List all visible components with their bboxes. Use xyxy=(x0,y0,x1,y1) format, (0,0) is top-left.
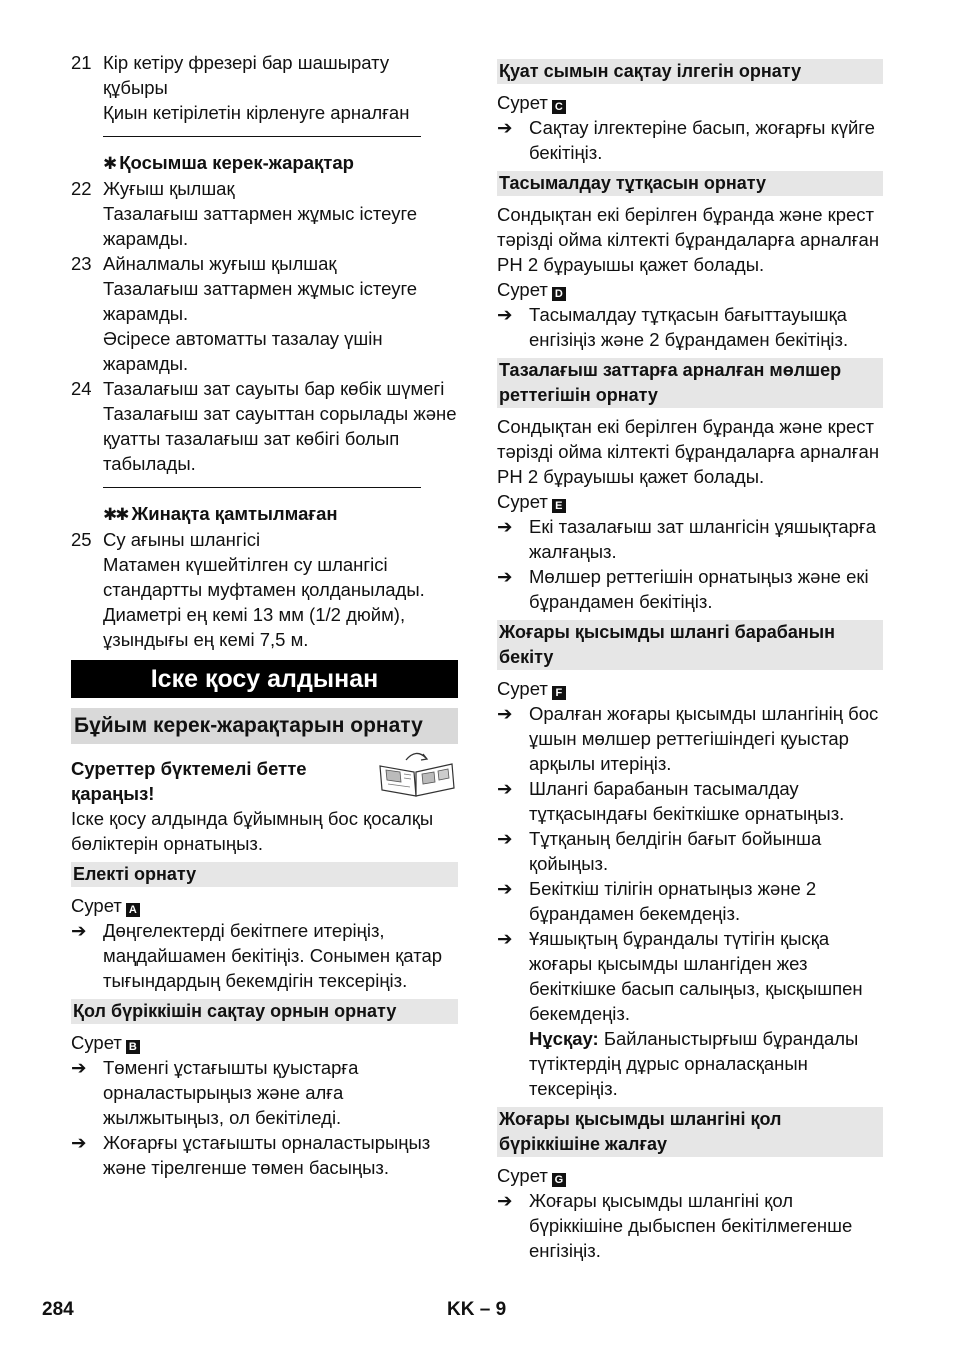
item-title: Кір кетіру фрезері бар шашырату құбыры xyxy=(103,52,390,98)
list-item xyxy=(71,527,458,652)
paragraph: Сондықтан екі берілген бұранда және крест тәрізді ойма кілтекті бұрандаларға арналған PH 2 бұрауышы қажет болады. xyxy=(497,204,880,275)
figure-reference: Сурет G xyxy=(497,1163,883,1188)
subheading-reel: Жоғары қысымды шлангі барабанын бекіту xyxy=(497,620,883,670)
step-item: ➔ Жоғары қысымды шлангіні қол бүріккішіне дыбыспен бекітілмегенше енгізіңіз. xyxy=(497,1190,853,1261)
arrow-icon: ➔ xyxy=(497,928,513,949)
figure-letter-badge: A xyxy=(126,903,140,917)
arrow-icon: ➔ xyxy=(71,1132,87,1153)
step-item: ➔ Оралған жоғары қысымды шлангінің бос ұшын мөлшер реттегішіндегі қуыстар арқылы итеріңіз. xyxy=(497,703,879,774)
step-item: ➔ Дөңгелектерді бекітпеге итеріңіз, маңдайшамен бекітіңіз. Сонымен қатар тығындардың бекемдігін тексеріңіз. xyxy=(71,920,443,991)
note-label: Нұсқау: xyxy=(529,1028,599,1049)
figure-letter-badge: D xyxy=(552,287,566,301)
step-item: ➔ Жоғарғы ұстағышты орналастырыңыз және тірелгенше төмен басыңыз. xyxy=(71,1132,431,1178)
item-number: 22 xyxy=(71,178,92,199)
item-title: Жуғыш қылшақ xyxy=(103,178,235,199)
item-description: Әсіресе автоматты тазалау үшін жарамды. xyxy=(103,328,383,374)
subheading-dosing: Тазалағыш заттарға арналған мөлшер реттегішін орнату xyxy=(497,358,883,408)
left-column xyxy=(71,50,458,1180)
item-title: Су ағыны шлангісі xyxy=(103,529,261,550)
item-description: Матамен күшейтілген су шлангісі стандартты муфтамен қолданылады. Диаметрі ең кемі 13 мм (1/2 дюйм), ұзындығы ең кемі 7,5 м. xyxy=(103,554,425,650)
figure-reference: Сурет C xyxy=(497,90,883,115)
subheading-sieve: Електі орнату xyxy=(71,862,458,887)
figure-reference: Сурет D xyxy=(497,277,883,302)
divider xyxy=(103,136,421,137)
arrow-icon: ➔ xyxy=(497,566,513,587)
list-item xyxy=(71,176,458,251)
asterisk-icon: ✱ xyxy=(103,154,116,173)
note-text: Іске қосу алдында бұйымның бос қосалқы бөліктерін орнатыңыз. xyxy=(71,808,434,854)
note-text: Нұсқау: Байланыстырғыш бұрандалы түтіктердің дұрыс орналасқанын тексеріңіз. xyxy=(529,1028,859,1099)
open-book-icon xyxy=(376,750,458,798)
right-column xyxy=(497,50,883,1263)
list-item xyxy=(71,376,458,476)
arrow-icon: ➔ xyxy=(497,516,513,537)
fold-out-note: Суреттер бүктемелі бетте қараңыз! xyxy=(71,758,307,804)
figure-letter-badge: C xyxy=(552,100,566,114)
note-row xyxy=(71,756,458,806)
list-item xyxy=(71,251,458,376)
item-description: Тазалағыш зат сауыттан сорылады және қуатты тазалағыш зат көбігі болып табылады. xyxy=(103,403,457,474)
page-number: 284 xyxy=(42,1299,74,1320)
arrow-icon: ➔ xyxy=(497,703,513,724)
double-asterisk-icon: ✱✱ xyxy=(103,505,128,524)
item-number: 24 xyxy=(71,378,92,399)
arrow-icon: ➔ xyxy=(497,1190,513,1211)
step-item: ➔ Бекіткіш тілігін орнатыңыз және 2 бұрандамен бекемдеңіз. xyxy=(497,878,817,924)
step-item: ➔ Тұтқаның белдігін бағыт бойынша қойыңыз. xyxy=(497,828,822,874)
figure-reference: Сурет B xyxy=(71,1030,458,1055)
accessories-heading: ✱ Қосымша керек-жарақтар xyxy=(103,152,354,173)
not-included-heading: ✱✱ Жинақта қамтылмаған xyxy=(103,503,338,524)
arrow-icon: ➔ xyxy=(497,304,513,325)
list-item xyxy=(71,50,458,125)
item-description: Қиын кетірілетін кірленуге арналған xyxy=(103,102,410,123)
subheading-gun-storage: Қол бүріккішін сақтау орнын орнату xyxy=(71,999,458,1024)
chapter-title: Іске қосу алдынан xyxy=(71,660,458,698)
arrow-icon: ➔ xyxy=(71,920,87,941)
item-number: 25 xyxy=(71,529,92,550)
step-item: ➔ Ұяшықтың бұрандалы түтігін қысқа жоғары қысымды шлангіден жез бекіткішке басып салыңыз, қысқышпен бекемдеңіз. Нұсқау: Байланыстырғыш бұрандалы түтіктердің дұрыс орналасқанын тексеріңіз. xyxy=(497,926,883,1101)
item-description: Тазалағыш заттармен жұмыс істеуге жарамды. xyxy=(103,203,418,249)
figure-letter-badge: B xyxy=(126,1040,140,1054)
step-item: ➔ Төменгі ұстағышты қуыстарға орналастырыңыз және алға жылжытыңыз, ол бекітіледі. xyxy=(71,1057,359,1128)
step-item: ➔ Тасымалдау тұтқасын бағыттауышқа енгізіңіз және 2 бұрандамен бекітіңіз. xyxy=(497,304,849,350)
subheading-handle: Тасымалдау тұтқасын орнату xyxy=(497,171,883,196)
item-description: Тазалағыш заттармен жұмыс істеуге жарамды. xyxy=(103,278,418,324)
paragraph: Сондықтан екі берілген бұранда және крест тәрізді ойма кілтекті бұрандаларға арналған PH 2 бұрауышы қажет болады. xyxy=(497,416,880,487)
item-title: Айналмалы жуғыш қылшақ xyxy=(103,253,337,274)
step-item: ➔ Мөлшер реттегішін орнатыңыз және екі бұрандамен бекітіңіз. xyxy=(497,566,869,612)
section-code: KK – 9 xyxy=(447,1299,507,1320)
step-item: ➔ Сақтау ілгектеріне басып, жоғарғы күйге бекітіңіз. xyxy=(497,117,875,163)
section-title: Бұйым керек-жарақтарын орнату xyxy=(71,708,458,744)
figure-reference: Сурет F xyxy=(497,676,883,701)
figure-letter-badge: F xyxy=(552,686,566,700)
arrow-icon: ➔ xyxy=(497,828,513,849)
figure-reference: Сурет E xyxy=(497,489,883,514)
figure-letter-badge: E xyxy=(552,499,566,513)
item-title: Тазалағыш зат сауыты бар көбік шүмегі xyxy=(103,378,445,399)
arrow-icon: ➔ xyxy=(71,1057,87,1078)
arrow-icon: ➔ xyxy=(497,117,513,138)
step-item: ➔ Шлангі барабанын тасымалдау тұтқасындағы бекіткішке орнатыңыз. xyxy=(497,778,845,824)
step-item: ➔ Екі тазалағыш зат шлангісін ұяшықтарға жалғаңыз. xyxy=(497,516,876,562)
item-number: 23 xyxy=(71,253,92,274)
item-number: 21 xyxy=(71,52,92,73)
figure-letter-badge: G xyxy=(552,1173,566,1187)
arrow-icon: ➔ xyxy=(497,878,513,899)
arrow-icon: ➔ xyxy=(497,778,513,799)
figure-reference: Сурет A xyxy=(71,893,458,918)
subheading-cable-hook: Қуат сымын сақтау ілгегін орнату xyxy=(497,59,883,84)
divider xyxy=(103,487,421,488)
subheading-connect: Жоғары қысымды шлангіні қол бүріккішіне жалғау xyxy=(497,1107,883,1157)
